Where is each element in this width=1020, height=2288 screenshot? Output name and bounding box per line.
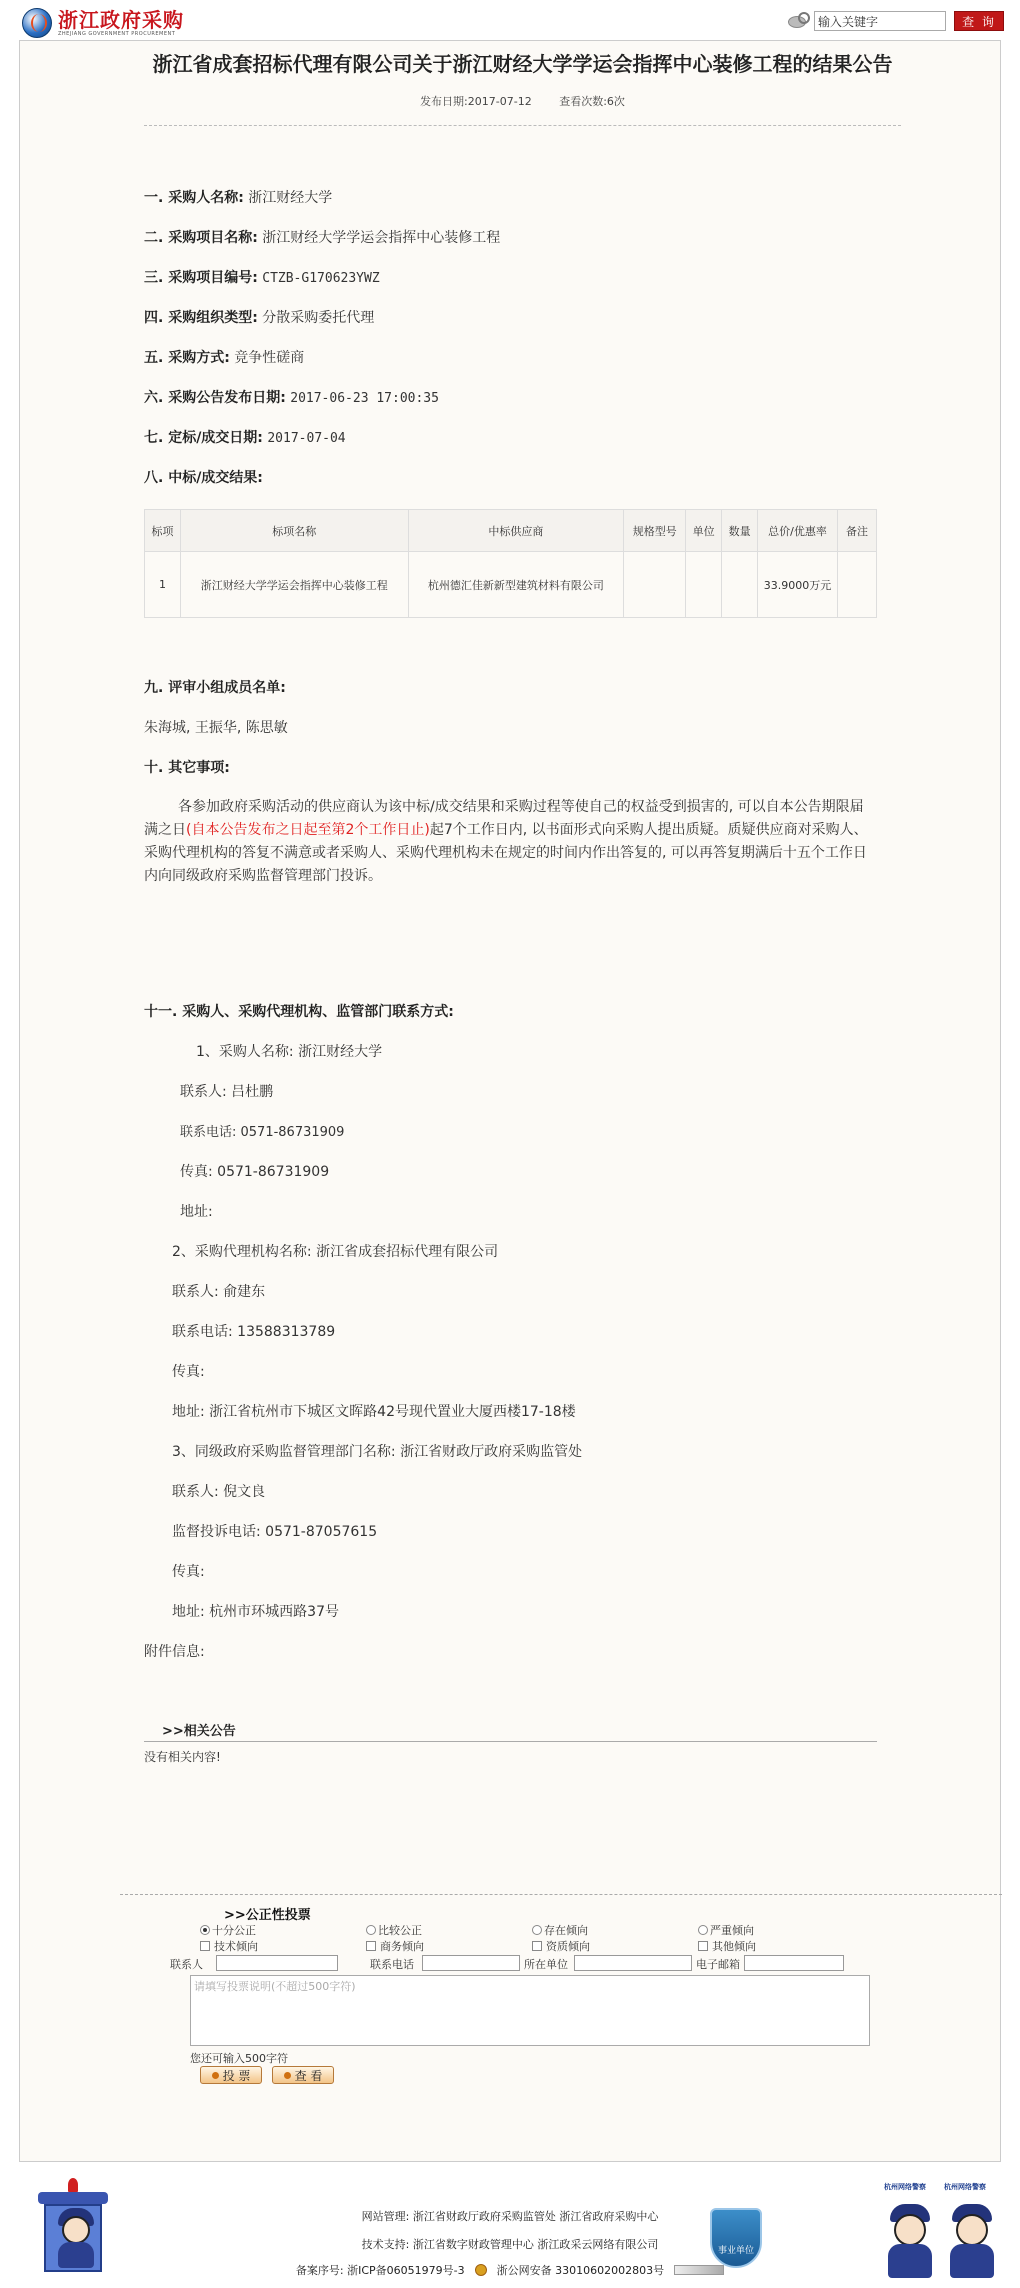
related-header [144, 1714, 877, 1742]
table-cell [722, 552, 758, 618]
cyber-police-mascot-icon[interactable] [880, 2192, 940, 2282]
vote-comment-input[interactable]: 请填写投票说明(不超过500字符) [190, 1975, 870, 2046]
vote-check-business[interactable]: 商务倾向 [366, 1938, 424, 1954]
bullet-icon [212, 2072, 219, 2079]
other-title: 十. 其它事项: [144, 760, 230, 776]
field-label: 联系人 [170, 1958, 203, 1971]
vote-check-qualify[interactable]: 资质倾向 [532, 1938, 590, 1954]
police-tag: 杭州网络警察 [884, 2183, 926, 2191]
contact-line: 2、采购代理机构名称: 浙江省成套招标代理有限公司 [172, 1244, 499, 1260]
police-record-link[interactable]: 浙公网安备 33010602002803号 [496, 2264, 665, 2277]
table-header: 标项名称 [180, 510, 408, 552]
police-booth-icon[interactable] [38, 2178, 110, 2274]
contact-line: 联系人: 倪文良 [172, 1484, 266, 1500]
table-header: 总价/优惠率 [758, 510, 838, 552]
top-bar [0, 0, 1020, 44]
field-label: 联系电话 [370, 1958, 414, 1971]
deadline-note: (自本公告发布之日起至第2个工作日止) [186, 822, 430, 838]
table-cell: 浙江财经大学学运会指挥中心装修工程 [180, 552, 408, 618]
table-header: 数量 [722, 510, 758, 552]
related-title[interactable]: >>相关公告 [162, 1724, 236, 1739]
search-input[interactable] [814, 11, 946, 31]
table-header: 单位 [686, 510, 722, 552]
result-table [144, 509, 877, 618]
search-button[interactable]: 查 询 [954, 11, 1004, 31]
title-divider [144, 125, 901, 126]
field-label: 电子邮箱 [696, 1958, 740, 1971]
phone-field[interactable] [422, 1955, 520, 1971]
footer [0, 2168, 1020, 2288]
view-count: 查看次数:6次 [559, 95, 625, 108]
contact-line: 监督投诉电话: 0571-87057615 [172, 1524, 378, 1540]
vote-option-fair[interactable]: 比较公正 [366, 1922, 422, 1938]
article-meta [144, 93, 901, 111]
radio-selected-icon[interactable] [200, 1925, 210, 1935]
vote-option-serious-bias[interactable]: 严重倾向 [698, 1922, 754, 1938]
contact-line: 传真: [172, 1364, 205, 1380]
footer-manage: 网站管理: 浙江省财政厅政府采购监管处 浙江省政府采购中心 [361, 2210, 659, 2223]
item-result: 八. 中标/成交结果: [144, 470, 263, 486]
vote-check-tech[interactable]: 技术倾向 [200, 1938, 258, 1954]
table-cell [838, 552, 877, 618]
contact-line: 联系电话: 0571-86731909 [180, 1125, 345, 1140]
publish-date: 发布日期:2017-07-12 [420, 95, 532, 108]
search-icon [786, 10, 810, 32]
police-tag: 杭州网络警察 [944, 2183, 986, 2191]
item-method: 五. 采购方式: 竞争性磋商 [144, 350, 305, 366]
attachment-label: 附件信息: [144, 1644, 205, 1660]
table-header: 备注 [838, 510, 877, 552]
table-row [145, 552, 877, 618]
contact-line: 1、采购人名称: 浙江财经大学 [196, 1044, 383, 1060]
table-cell [624, 552, 686, 618]
other-paragraph: 各参加政府采购活动的供应商认为该中标/成交结果和采购过程等使自己的权益受到损害的, 可以自本公告期限届满之日(自本公告发布之日起至第2个工作日止)起7个工作日内, 以书面形式向采购人提出质疑。质疑供应商对采购人、采购代理机构的答复不满意或者采购人、采购代理机构未在规定的时间内作出答复的, 可以再答复期满后十五个工作日内向同级政府采购监督管理部门投诉。 [144, 799, 868, 884]
view-button[interactable]: 查 看 [272, 2066, 334, 2084]
vote-option-very-fair[interactable]: 十分公正 [200, 1922, 256, 1938]
vote-divider [120, 1894, 1002, 1895]
item-award-date: 七. 定标/成交日期: 2017-07-04 [144, 430, 346, 446]
table-header: 标项 [145, 510, 181, 552]
globe-logo-icon [22, 8, 52, 38]
unit-field[interactable] [574, 1955, 692, 1971]
public-institution-badge-icon[interactable]: 事业单位 [710, 2208, 762, 2268]
radio-icon[interactable] [532, 1925, 542, 1935]
contact-line: 3、同级政府采购监督管理部门名称: 浙江省财政厅政府采购监管处 [172, 1444, 583, 1460]
table-cell: 1 [145, 552, 181, 618]
item-purchaser: 一. 采购人名称: 浙江财经大学 [144, 190, 333, 206]
item-org-type: 四. 采购组织类型: 分散采购委托代理 [144, 310, 375, 326]
vote-title: >>公正性投票 [224, 1908, 311, 1923]
table-header: 中标供应商 [408, 510, 624, 552]
table-cell: 杭州德汇佳新新型建筑材料有限公司 [408, 552, 624, 618]
table-cell: 33.9000万元 [758, 552, 838, 618]
police-badge-icon [475, 2264, 487, 2276]
email-field[interactable] [744, 1955, 844, 1971]
cyber-police-mascot-icon[interactable] [942, 2192, 1002, 2282]
table-header-row [145, 510, 877, 552]
footer-support: 技术支持: 浙江省数字财政管理中心 浙江政采云网络有限公司 [361, 2238, 659, 2251]
radio-icon[interactable] [366, 1925, 376, 1935]
review-title: 九. 评审小组成员名单: [144, 680, 286, 696]
site-logo[interactable] [22, 8, 184, 38]
icp-link[interactable]: 备案序号: 浙ICP备06051979号-3 [295, 2264, 465, 2277]
remaining-chars: 您还可输入500字符 [190, 2052, 288, 2065]
item-project-name: 二. 采购项目名称: 浙江财经大学学运会指挥中心装修工程 [144, 230, 501, 246]
field-label: 所在单位 [524, 1958, 568, 1971]
bullet-icon [284, 2072, 291, 2079]
review-members: 朱海城, 王振华, 陈思敏 [144, 720, 288, 736]
logo-title: 浙江政府采购 [58, 7, 184, 32]
contact-line: 传真: 0571-86731909 [180, 1164, 330, 1180]
contact-field[interactable] [216, 1955, 338, 1971]
contact-line: 联系人: 俞建东 [172, 1284, 266, 1300]
search-bar [786, 10, 1004, 32]
table-header: 规格型号 [624, 510, 686, 552]
main-frame [19, 40, 1001, 2162]
page-title: 浙江省成套招标代理有限公司关于浙江财经大学学运会指挥中心装修工程的结果公告 [152, 52, 893, 76]
contact-line: 地址: 杭州市环城西路37号 [172, 1604, 339, 1620]
contact-title: 十一. 采购人、采购代理机构、监管部门联系方式: [144, 1004, 454, 1020]
checkbox-icon[interactable] [532, 1941, 542, 1951]
logo-subtitle: ZHEJIANG GOVERNMENT PROCUREMENT [58, 30, 176, 37]
checkbox-icon[interactable] [366, 1941, 376, 1951]
contact-line: 地址: 浙江省杭州市下城区文晖路42号现代置业大厦西楼17-18楼 [172, 1404, 576, 1420]
radio-icon[interactable] [698, 1925, 708, 1935]
vote-button[interactable]: 投 票 [200, 2066, 262, 2084]
item-publish-date: 六. 采购公告发布日期: 2017-06-23 17:00:35 [144, 390, 439, 406]
contact-line: 联系电话: 13588313789 [172, 1324, 336, 1340]
checkbox-icon[interactable] [200, 1941, 210, 1951]
cnzz-icon[interactable] [674, 2265, 724, 2275]
item-project-code: 三. 采购项目编号: CTZB-G170623YWZ [144, 270, 380, 286]
contact-line: 传真: [172, 1564, 205, 1580]
contact-line: 地址: [180, 1204, 213, 1220]
table-cell [686, 552, 722, 618]
related-empty: 没有相关内容! [144, 1750, 221, 1764]
article [144, 41, 901, 1764]
footer-record [0, 2262, 1020, 2278]
contact-line: 联系人: 吕杜鹏 [180, 1084, 274, 1100]
vote-check-other[interactable]: 其他倾向 [698, 1938, 756, 1954]
vote-option-bias[interactable]: 存在倾向 [532, 1922, 588, 1938]
checkbox-icon[interactable] [698, 1941, 708, 1951]
